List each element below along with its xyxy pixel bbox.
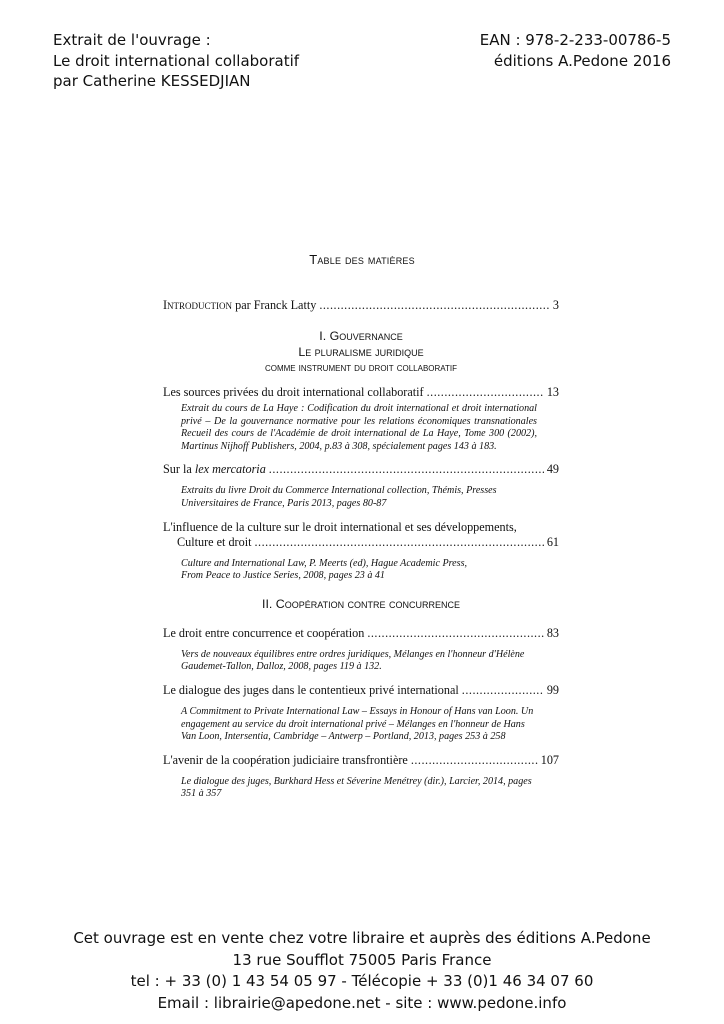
section-heading-cooperation [163, 596, 559, 612]
entry-source-note: Extraits du livre Droit du Commerce International collection, Thémis, Presses Universitaires de France, Paris 2013, pages 80-87 [181, 485, 497, 509]
footer-email-site: Email : librairie@apedone.net - site : www.pedone.info [157, 993, 567, 1012]
entry-title: Le dialogue des juges dans le contentieux privé international [163, 682, 459, 697]
entry-title: L'influence de la culture sur le droit international et ses développements, [163, 519, 517, 534]
toc-entry [163, 385, 559, 453]
header-book-info [53, 30, 299, 92]
note-line: Culture and International Law, P. Meerts (ed), Hague Academic Press, [181, 557, 468, 569]
dot-leader [427, 385, 544, 400]
footer-publisher-contact [0, 928, 724, 1014]
entry-source-note: Extrait du cours de La Haye : Codification du droit international et droit international privé – De la gouvernance normative pour les relations économiques transnationales Recueil des cours de l'Académie de droit international de La Haye, Tome 300 (2002), Martinus Nijhoff Publishers, 2004, p.83 à 308, spécialement pages 143 à 183. [181, 403, 537, 452]
toc-entry [163, 683, 559, 744]
section-heading-gouvernance [163, 328, 559, 376]
entry-title: Les sources privées du droit international collaboratif [163, 385, 424, 399]
page-number: 107 [540, 752, 559, 767]
header-publisher-year: éditions A.Pedone 2016 [493, 51, 671, 70]
table-of-contents [163, 298, 559, 801]
entry-title: Le droit entre concurrence et coopération [163, 625, 365, 640]
footer-phone: tel : + 33 (0) 1 43 54 05 97 - Télécopie + 33 (0)1 46 34 07 60 [130, 972, 594, 990]
note-line: From Peace to Justice Series, 2008, pages 23 à 41 [181, 570, 385, 582]
dot-leader [411, 753, 538, 768]
page-number: 49 [546, 462, 559, 477]
page-number: 99 [546, 682, 559, 697]
section-subtitle-2: comme instrument du droit collaboratif [264, 362, 458, 374]
section-subtitle: Le pluralisme juridique [298, 345, 424, 359]
entry-source-note [181, 558, 537, 583]
header-book-title: Le droit international collaboratif [53, 51, 300, 70]
dot-leader [319, 298, 550, 313]
page-number: 61 [546, 534, 559, 549]
dot-leader [462, 683, 544, 698]
toc-entry [163, 462, 559, 510]
entry-source-note: Le dialogue des juges, Burkhard Hess et Séverine Menétrey (dir.), Larcier, 2014, pages 351 à 357 [181, 775, 532, 800]
header-extract-label: Extrait de l'ouvrage : [53, 31, 211, 49]
entry-source-note: Vers de nouveaux équilibres entre ordres juridiques, Mélanges en l'honneur d'Hélène Gaudemet-Tallon, Dalloz, 2008, pages 119 à 132. [181, 648, 525, 673]
entry-title: L'avenir de la coopération judiciaire transfrontière [163, 752, 408, 767]
page-number: 13 [546, 385, 559, 399]
dot-leader [254, 535, 543, 550]
intro-author: par Franck Latty [232, 298, 317, 312]
footer-address: 13 rue Soufflot 75005 Paris France [232, 950, 492, 969]
page-number: 3 [552, 298, 559, 312]
entry-source-note: A Commitment to Private International Law – Essays in Honour of Hans van Loon. Un engagement au service du droit international privé – Mélanges en l'honneur de Hans Van Loon, Intersentia, Cambridge – Antwerp – Portland, 2013, pages 253 à 258 [181, 705, 534, 743]
dot-leader [269, 462, 544, 477]
section-title: I. Gouvernance [319, 329, 403, 343]
dot-leader [367, 626, 543, 641]
entry-title-continued: Culture et droit [177, 534, 252, 549]
intro-label: Introduction [163, 298, 233, 312]
header-publication-info [480, 30, 671, 71]
entry-title-prefix: Sur la [163, 462, 195, 477]
toc-title: Table des matières [309, 252, 415, 267]
footer-availability: Cet ouvrage est en vente chez votre libraire et auprès des éditions A.Pedone [73, 929, 651, 947]
toc-entry-introduction [163, 298, 559, 313]
header-ean: EAN : 978-2-233-00786-5 [479, 31, 671, 49]
section-title: II. Coopération contre concurrence [262, 596, 460, 611]
toc-entry [163, 753, 559, 801]
toc-entry [163, 520, 559, 583]
toc-entry [163, 626, 559, 674]
header-author: par Catherine KESSEDJIAN [53, 72, 251, 90]
page-number: 83 [546, 625, 559, 640]
entry-title-italic: lex mercatoria [194, 462, 266, 477]
